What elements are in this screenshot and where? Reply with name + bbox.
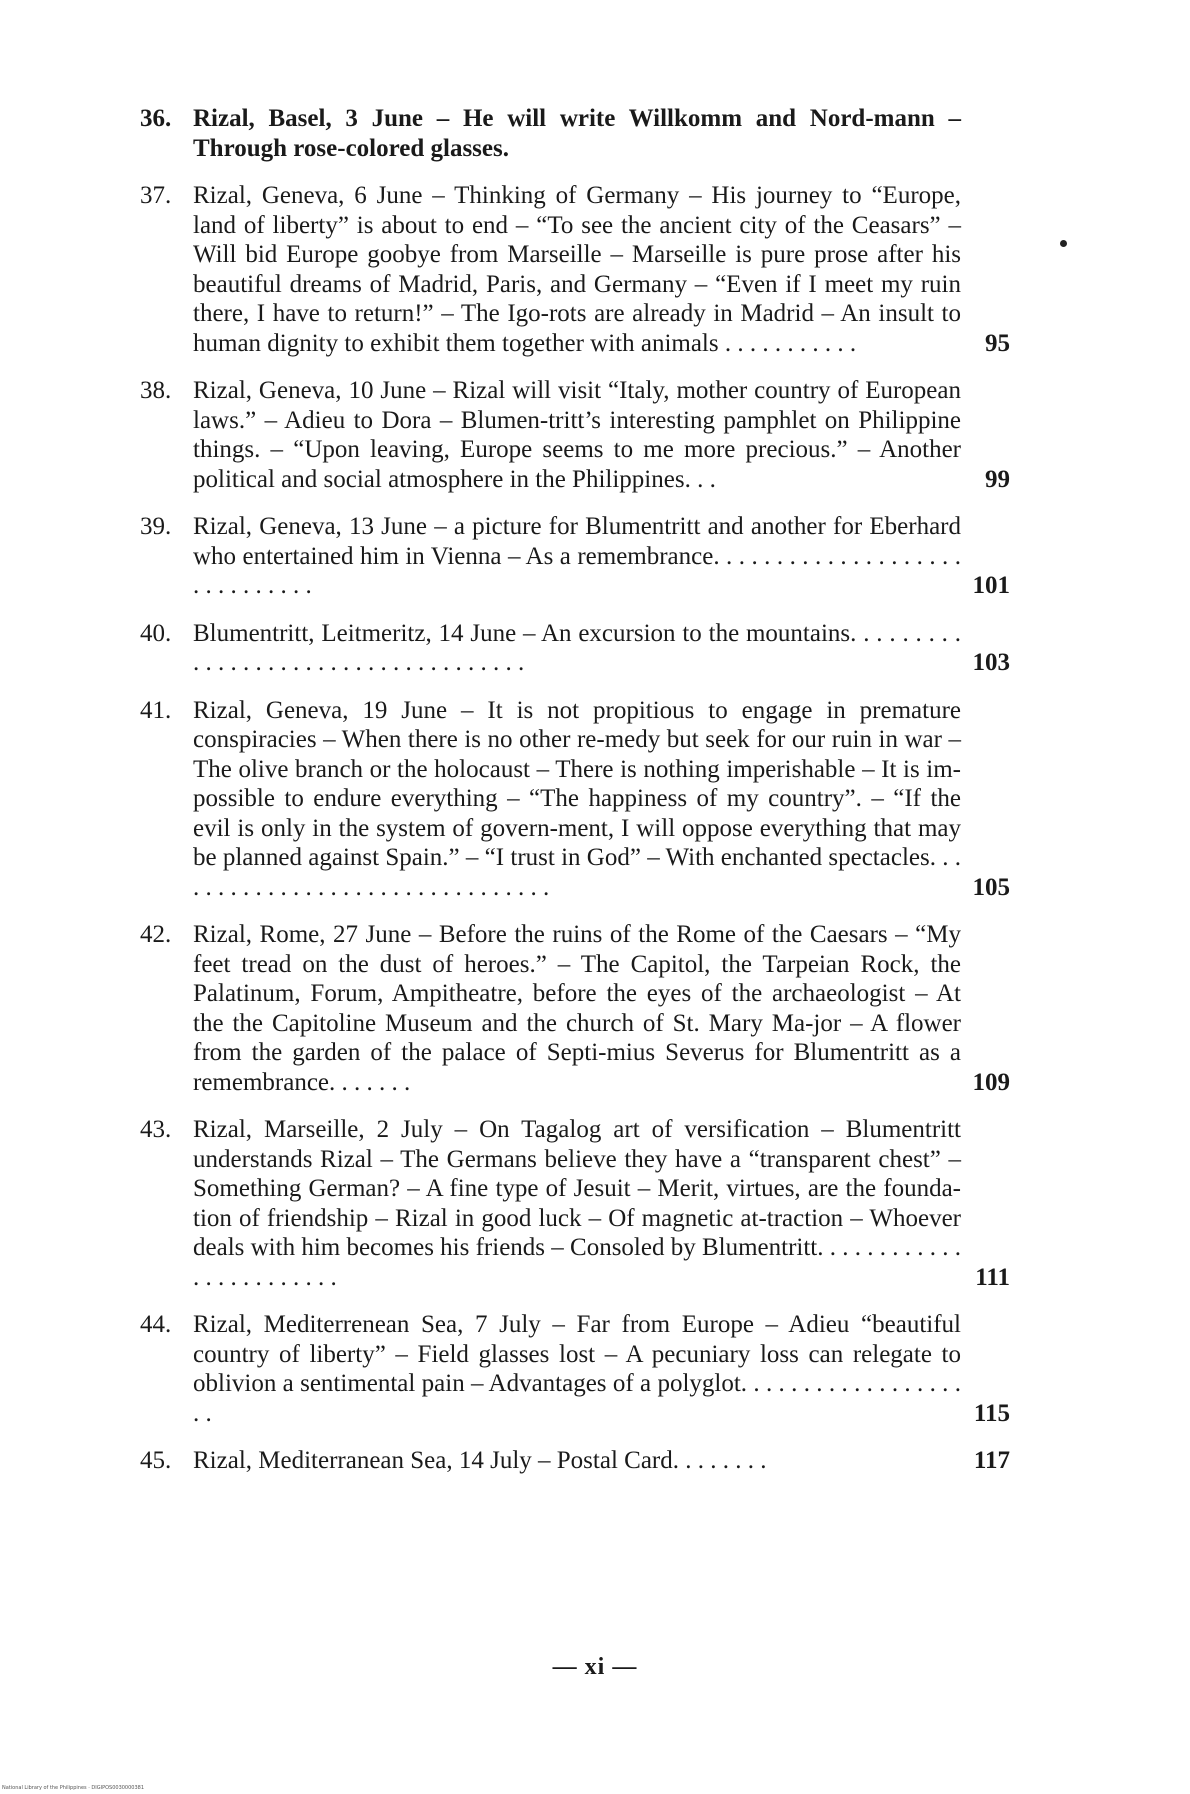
entry-number: 39. — [140, 513, 172, 540]
entry-number: 41. — [140, 696, 172, 724]
entry-number: 45. — [140, 1447, 172, 1474]
page-number: 111 — [975, 1263, 1010, 1291]
page-number: 117 — [973, 1447, 1010, 1474]
entry-summary: Rizal, Geneva, 13 June – a picture for Blumentritt and another for Eberhard who entertained him in Vienna – As a remembrance. . . . . . . . . . . . . . . . . . . . . . . . . . . . . . — [193, 513, 961, 599]
page-number: 109 — [972, 1068, 1010, 1096]
toc-entry-43 — [140, 1115, 1010, 1292]
entry-summary: Rizal, Geneva, 6 June – Thinking of Germany – His journey to “Europe, land of liberty” is about to end – “To see the ancient city of the Ceasars” – Will bid Europe goobye from Marseille – Marseille is pure prose after his beautiful dreams of Madrid, Paris, and Germany – “Even if I meet my ruin there, I have to return!” – The Igo-rots are already in Madrid – An insult to human dignity to exhibit them together with animals . . . . . . . . . . . — [193, 182, 961, 357]
entry-summary: Rizal, Geneva, 19 June – It is not propitious to engage in premature conspiracies – When there is no other re-medy but seek for our ruin in war – The olive branch or the holocaust – There is nothing imperishable – It is im-possible to endure everything – “The happiness of my country”. – “If the evil is only in the system of govern-ment, I will oppose everything that may be planned against Spain.” – “I trust in God” – With enchanted spectacles. . . . . . . . . . . . . . . . . . . . . . . . . . . . . . . . — [193, 696, 961, 901]
page-number: 99 — [985, 465, 1010, 493]
ink-speck — [1060, 240, 1067, 247]
page-number: 101 — [972, 572, 1010, 599]
toc-entry-38 — [140, 376, 1010, 494]
page-number: 105 — [972, 873, 1010, 901]
page-folio: — xi — — [552, 1654, 638, 1680]
scan-credit: National Library of the Philippines · DIGIPOS0030000381 — [2, 1785, 145, 1791]
toc-entry-42 — [140, 920, 1010, 1097]
table-of-contents — [140, 104, 1010, 1494]
entry-number: 38. — [140, 377, 172, 404]
entry-number: 36. — [140, 105, 172, 132]
entry-number: 43. — [140, 1116, 172, 1143]
entry-summary: Rizal, Basel, 3 June – He will write Willkomm and Nord-mann – Through rose-colored glasses. — [193, 105, 961, 162]
page-number: 103 — [972, 649, 1010, 676]
entry-number: 40. — [140, 619, 172, 647]
entry-number: 42. — [140, 921, 172, 948]
entry-summary: Blumentritt, Leitmeritz, 14 June – An excursion to the mountains. . . . . . . . . . . . . . . . . . . . . . . . . . . . . . . . . . . . — [193, 619, 961, 676]
toc-entry-44 — [140, 1310, 1010, 1428]
page-number: 95 — [985, 329, 1010, 357]
toc-entry-45 — [140, 1446, 1010, 1476]
page-number: 115 — [973, 1399, 1010, 1427]
entry-summary: Rizal, Mediterrenean Sea, 7 July – Far from Europe – Adieu “beautiful country of liberty” – Field glasses lost – A pecuniary loss can relegate to oblivion a sentimental pain – Advantages of a polyglot. . . . . . . . . . . . . . . . . . . . — [193, 1311, 961, 1427]
entry-summary: Rizal, Rome, 27 June – Before the ruins of the Rome of the Caesars – “My feet tread on the dust of heroes.” – The Capitol, the Tarpeian Rock, the Palatinum, Forum, Ampitheatre, before the eyes of the archaeologist – At the the Capitoline Museum and the church of St. Mary Ma-jor – A flower from the garden of the palace of Septi-mius Severus for Blumentritt as a remembrance. . . . . . . — [193, 921, 961, 1096]
toc-entry-37 — [140, 181, 1010, 358]
entry-summary: Rizal, Marseille, 2 July – On Tagalog art of versification – Blumentritt understands Rizal – The Germans believe they have a “transparent chest” – Something German? – A fine type of Jesuit – Merit, virtues, are the founda-tion of friendship – Rizal in good luck – Of magnetic at-traction – Whoever deals with him becomes his friends – Consoled by Blumentritt. . . . . . . . . . . . . . . . . . . . . . . . — [193, 1116, 961, 1291]
toc-entry-41 — [140, 696, 1010, 903]
toc-entry-40 — [140, 619, 1010, 678]
toc-entry-39 — [140, 512, 1010, 601]
entry-summary: Rizal, Mediterranean Sea, 14 July – Postal Card. . . . . . . . — [193, 1447, 767, 1474]
entry-number: 37. — [140, 182, 172, 209]
toc-entry-36 — [140, 104, 1010, 163]
entry-number: 44. — [140, 1311, 172, 1338]
entry-summary: Rizal, Geneva, 10 June – Rizal will visit “Italy, mother country of European laws.” – Adieu to Dora – Blumen-tritt’s interesting pamphlet on Philippine things. – “Upon leaving, Europe seems to me more precious.” – Another political and social atmosphere in the Philippines. . . — [193, 377, 961, 493]
